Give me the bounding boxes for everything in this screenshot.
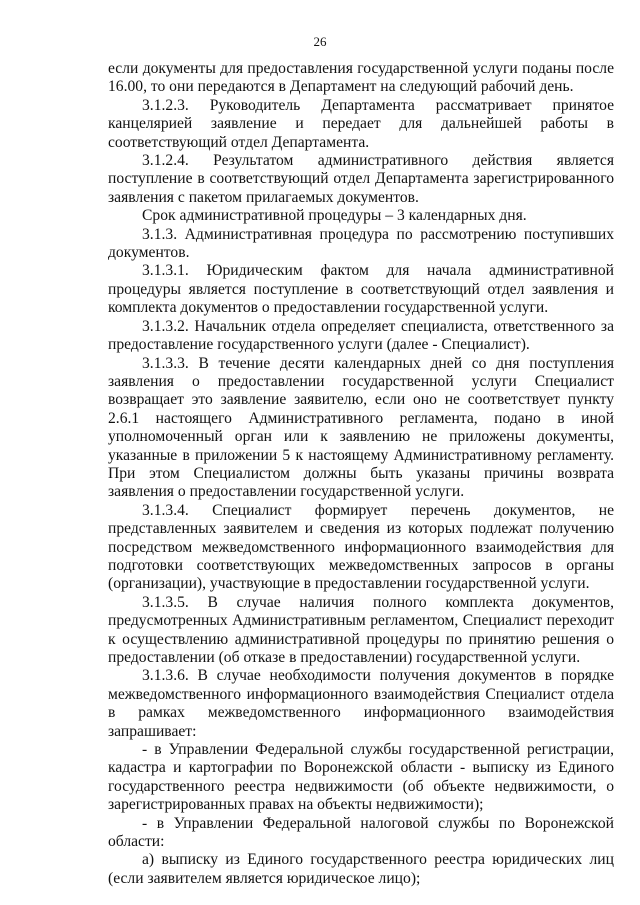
paragraph: а) выписку из Единого государственного реестра юридических лиц (если заявителем является юридическое лицо); [108, 851, 614, 887]
paragraph: 3.1.2.4. Результатом административного действия является поступление в соответствующий отдел Департамента зарегистрированного заявления с пакетом прилагаемых документов. [108, 152, 614, 206]
paragraph: - в Управлении Федеральной налоговой службы по Воронежской области: [108, 814, 614, 851]
paragraph: 3.1.3.6. В случае необходимости получения документов в порядке межведомственного информационного взаимодействия Специалист отдела в рамках межведомственного информационного взаимодействия запрашивает: [108, 667, 614, 740]
paragraph: если документы для предоставления государственной услуги поданы после 16.00, то они передаются в Департамент на следующий рабочий день. [108, 60, 614, 96]
page-number: 26 [313, 34, 327, 49]
paragraph: 3.1.3.1. Юридическим фактом для начала административной процедуры является поступление в соответствующий отдел заявления и комплекта документов о предоставлении государственной услуги. [108, 262, 614, 317]
paragraph: Срок административной процедуры – 3 календарных дня. [142, 207, 527, 225]
document-body [108, 60, 614, 888]
paragraph: - в Управлении Федеральной службы государственной регистрации, кадастра и картографии по Воронежской области - выписку из Единого государственного реестра недвижимости (об объекте недвижимости, о зарегистрированных правах на объекты недвижимости); [108, 741, 614, 814]
paragraph: 3.1.3.5. В случае наличия полного комплекта документов, предусмотренных Административным регламентом, Специалист переходит к осуществлению административной процедуры по принятию решения о предоставлении (об отказе в предоставлении) государственной услуги. [108, 593, 614, 666]
paragraph: 3.1.3.2. Начальник отдела определяет специалиста, ответственного за предоставление государственного услуги (далее - Специалист). [108, 317, 614, 354]
paragraph: 3.1.3.4. Специалист формирует перечень документов, не представленных заявителем и сведения из которых подлежат получению посредством межведомственного информационного взаимодействия для подготовки соответствующих межведомственных запросов в органы (организации), участвующие в предоставлении государственной услуги. [108, 501, 614, 593]
paragraph: 3.1.3. Административная процедура по рассмотрению поступивших документов. [108, 225, 614, 262]
paragraph: 3.1.2.3. Руководитель Департамента рассматривает принятое канцелярией заявление и передает для дальнейшей работы в соответствующий отдел Департамента. [108, 96, 614, 151]
paragraph: 3.1.3.3. В течение десяти календарных дней со дня поступления заявления о предоставлении государственной услуги Специалист возвращает это заявление заявителю, если оно не соответствует пункту 2.6.1 настоящего Административного регламента, подано в иной уполномоченный орган или к заявлению не приложены документы, указанные в приложении 5 к настоящему Административному регламенту. При этом Специалистом должны быть указаны причины возврата заявления о предоставлении государственной услуги. [108, 354, 614, 501]
